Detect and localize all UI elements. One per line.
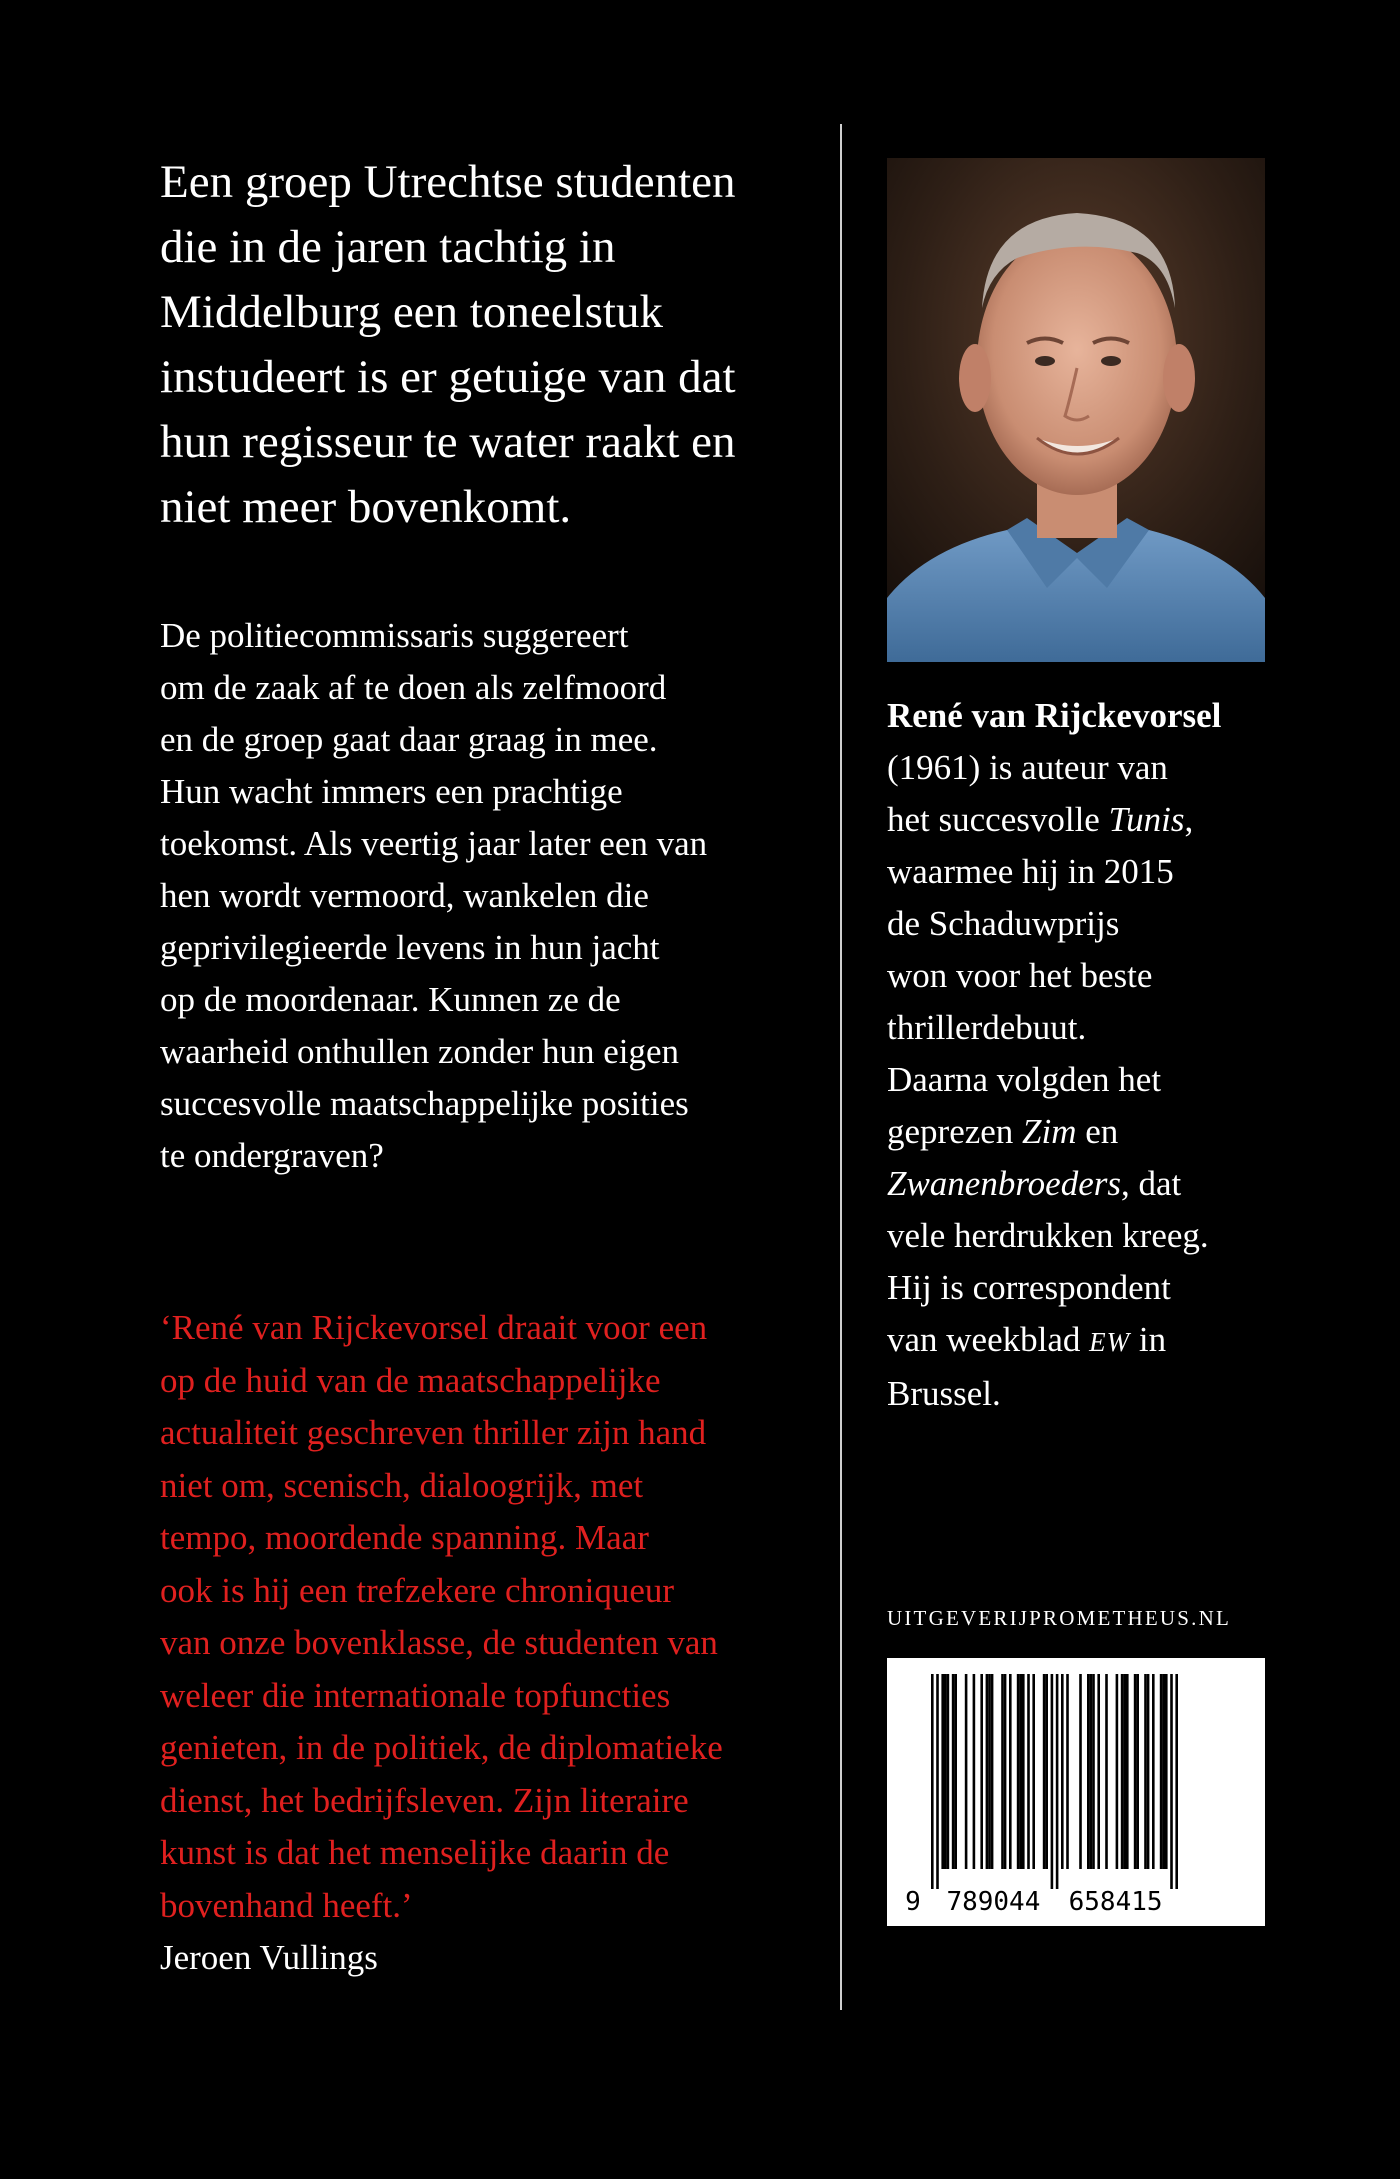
bio-text: Brussel.: [887, 1374, 1001, 1413]
barcode-digits-left: 789044: [946, 1887, 1041, 1917]
barcode-bar: [1134, 1674, 1137, 1869]
bio-text: de Schaduwprijs: [887, 904, 1120, 943]
barcode-bar: [1123, 1674, 1126, 1869]
author-name: René van Rijckevorsel: [887, 696, 1222, 735]
publisher-url: UITGEVERIJPROMETHEUS.NL: [887, 1606, 1232, 1630]
author-photo: [887, 158, 1265, 662]
barcode-bar: [1032, 1674, 1035, 1869]
barcode-bar: [1022, 1674, 1025, 1869]
barcode-bar: [1027, 1674, 1030, 1869]
bio-text: en: [1076, 1112, 1119, 1151]
barcode-bar: [1051, 1674, 1054, 1889]
barcode-bar: [973, 1674, 976, 1869]
barcode-bar: [980, 1674, 983, 1869]
book-title-tunis: Tunis: [1108, 800, 1185, 839]
barcode-bar: [1001, 1674, 1004, 1869]
barcode-bar: [988, 1674, 991, 1869]
barcode-bar: [1045, 1674, 1048, 1869]
barcode-bar: [1105, 1674, 1108, 1869]
bio-text: thrillerdebuut.: [887, 1008, 1087, 1047]
barcode-digits-right: 658415: [1068, 1887, 1163, 1917]
barcode-bar: [1092, 1674, 1095, 1869]
barcode-bar: [1144, 1674, 1147, 1869]
bio-text: ,: [1184, 800, 1194, 839]
author-bio: [887, 690, 1267, 1420]
barcode-bar: [1175, 1674, 1178, 1889]
bio-text: van weekblad: [887, 1320, 1090, 1359]
barcode-bar: [1116, 1674, 1119, 1869]
barcode-bar: [931, 1674, 934, 1889]
bio-text: , dat: [1120, 1164, 1182, 1203]
intro-paragraph: Een groep Utrechtse studenten die in de jaren tachtig in Middelburg een toneelstuk instudeert is er getuige van dat hun regisseur te water raakt en niet meer bovenkomt.: [160, 156, 736, 533]
barcode-bar: [1019, 1674, 1022, 1869]
bio-birth-year: (1961): [887, 748, 981, 787]
barcode-bar: [965, 1674, 968, 1869]
barcode-digit-lead: 9: [905, 1887, 921, 1917]
barcode-bar: [952, 1674, 955, 1869]
column-divider: [840, 124, 842, 2010]
barcode-bar: [1160, 1674, 1163, 1869]
barcode-bar: [1121, 1674, 1124, 1869]
barcode-bar: [991, 1674, 994, 1869]
barcode-bar: [1043, 1674, 1046, 1869]
barcode-bar: [944, 1674, 947, 1869]
bio-text: geprezen: [887, 1112, 1023, 1151]
bio-text: het succesvolle: [887, 800, 1109, 839]
barcode-bar: [1079, 1674, 1082, 1869]
left-column: [160, 150, 820, 1984]
bio-text: won voor het beste: [887, 956, 1153, 995]
bio-text: Hij is correspondent: [887, 1268, 1171, 1307]
book-title-zwanenbroeders: Zwanenbroeders: [887, 1164, 1121, 1203]
barcode-bar: [1136, 1674, 1139, 1869]
barcode-bar: [1004, 1674, 1007, 1869]
review-author: Jeroen Vullings: [160, 1938, 378, 1977]
barcode-bar: [954, 1674, 957, 1869]
bio-text: is auteur van: [980, 748, 1168, 787]
barcode-bar: [1056, 1674, 1059, 1889]
barcode-bar: [1162, 1674, 1165, 1869]
barcode-bar: [1087, 1674, 1090, 1869]
barcode-bar: [941, 1674, 944, 1869]
magazine-name: EW: [1089, 1327, 1131, 1357]
barcode-bar: [1061, 1674, 1064, 1869]
bio-text: Daarna volgden het: [887, 1060, 1162, 1099]
review-quote: ‘René van Rijckevorsel draait voor een op de huid van de maatschappelijke actualiteit geschreven thriller zijn hand niet om, scenisch, dialoogrijk, met tempo, moordende spanning. Maar ook is hij een trefzekere chroniqueur van onze bovenklasse, de studenten van weleer die internationale topfuncties genieten, in de politiek, de diplomatieke dienst, het bedrijfsleven. Zijn literaire kunst is dat het menselijke daarin de bovenhand heeft.’: [160, 1308, 723, 1925]
barcode-bar: [1126, 1674, 1129, 1869]
barcode-bar: [936, 1674, 939, 1889]
barcode-bar: [1090, 1674, 1093, 1869]
bio-text: waarmee hij in 2015: [887, 852, 1174, 891]
barcode-bar: [1165, 1674, 1168, 1869]
barcode-bar: [1066, 1674, 1069, 1869]
barcode-bar: [1017, 1674, 1020, 1869]
isbn-barcode: [887, 1658, 1265, 1926]
barcode-bar: [1009, 1674, 1012, 1869]
bio-text: vele herdrukken kreeg.: [887, 1216, 1209, 1255]
barcode-bar: [1147, 1674, 1150, 1869]
barcode-bar: [986, 1674, 989, 1869]
book-title-zim: Zim: [1022, 1112, 1077, 1151]
barcode-bar: [1170, 1674, 1173, 1889]
summary-paragraph: De politiecommissaris suggereert om de zaak af te doen als zelfmoord en de groep gaat daar graag in mee. Hun wacht immers een prachtige toekomst. Als veertig jaar later een van hen wordt vermoord, wankelen die geprivilegieerde levens in hun jacht op de moordenaar. Kunnen ze de waarheid onthullen zonder hun eigen succesvolle maatschappelijke posities te ondergraven?: [160, 616, 708, 1175]
bio-text: in: [1130, 1320, 1167, 1359]
barcode-bar: [1097, 1674, 1100, 1869]
barcode-bar: [1152, 1674, 1155, 1869]
barcode-bar: [947, 1674, 950, 1869]
right-column: [887, 158, 1267, 1420]
